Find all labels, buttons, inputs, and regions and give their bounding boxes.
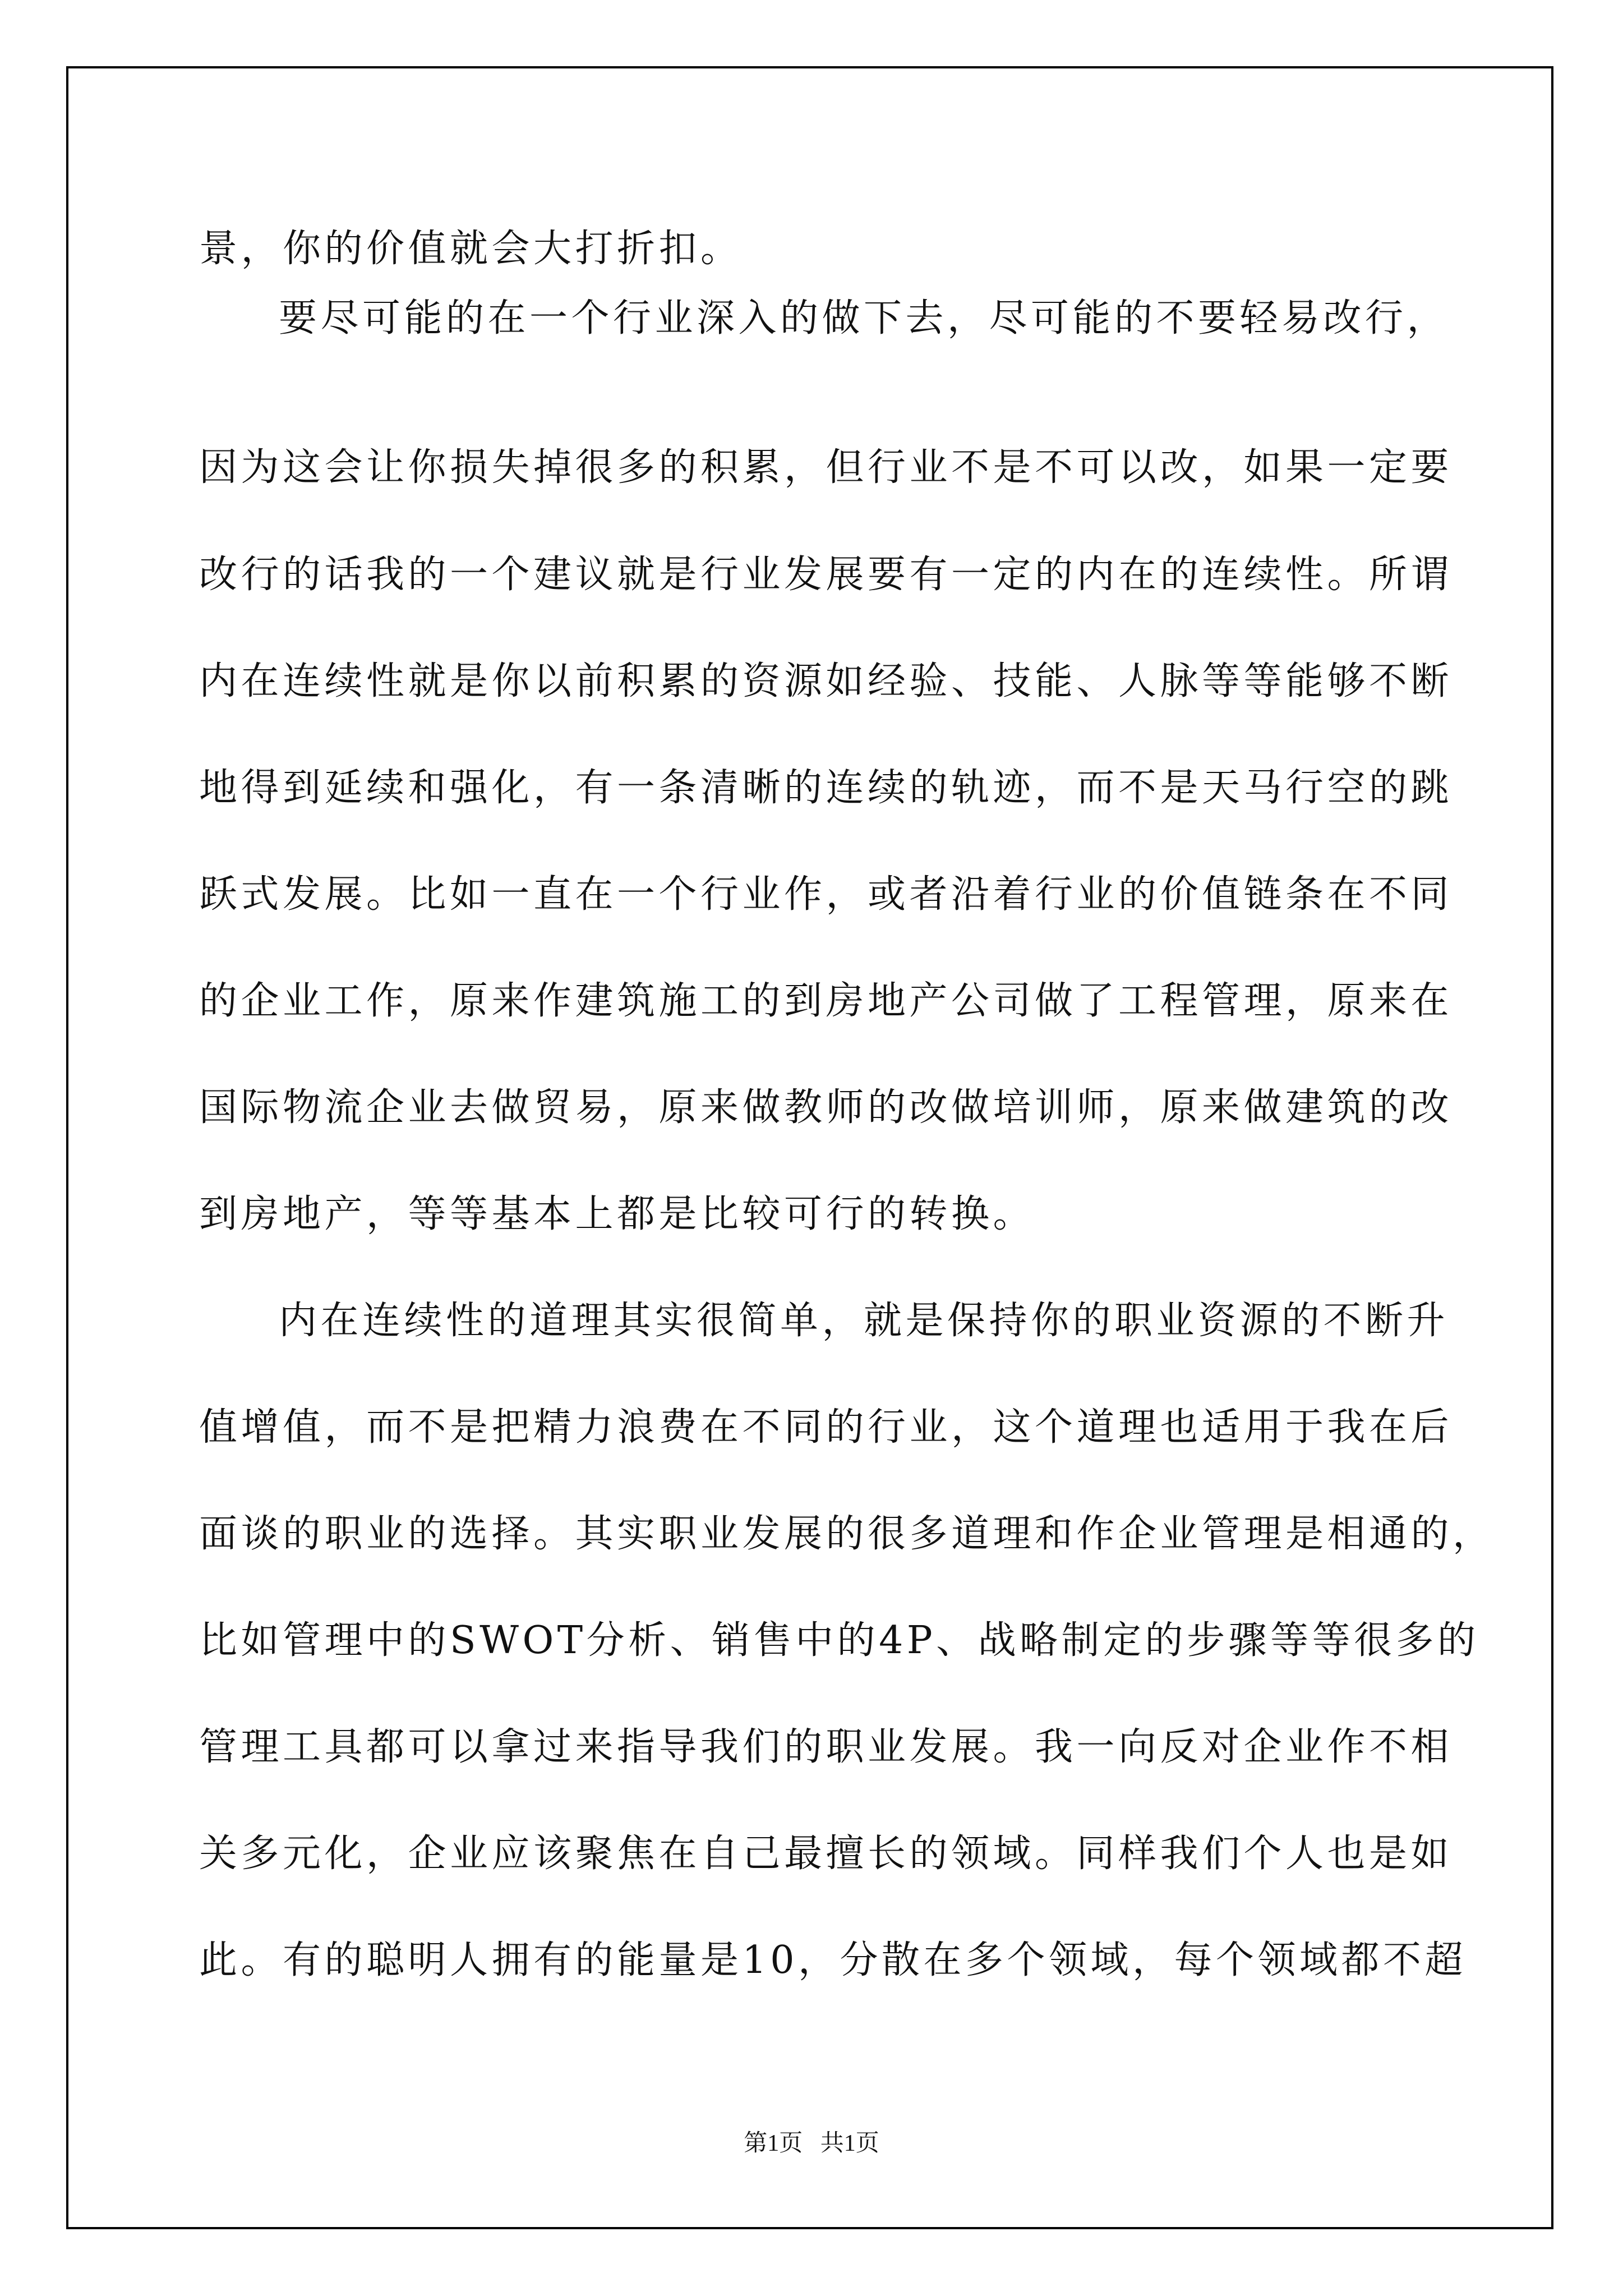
text-line: 因为这会让你损失掉很多的积累，但行业不是不可以改，如果一定要 xyxy=(199,445,1453,490)
text-line: 景，你的价值就会大打折扣。 xyxy=(199,227,743,271)
text-line: 比如管理中的SWOT分析、销售中的4P、战略制定的步骤等等很多的 xyxy=(199,1618,1479,1663)
text-line: 国际物流企业去做贸易，原来做教师的改做培训师，原来做建筑的改 xyxy=(199,1085,1453,1130)
text-line: 面谈的职业的选择。其实职业发展的很多道理和作企业管理是相通的， xyxy=(199,1512,1495,1556)
page-total: 共1页 xyxy=(820,2131,879,2156)
text-line: 的企业工作，原来作建筑施工的到房地产公司做了工程管理，原来在 xyxy=(199,979,1453,1023)
page-footer xyxy=(0,2132,1623,2155)
text-line: 到房地产，等等基本上都是比较可行的转换。 xyxy=(199,1192,1035,1236)
text-line: 跃式发展。比如一直在一个行业作，或者沿着行业的价值链条在不同 xyxy=(199,872,1453,917)
text-line: 地得到延续和强化，有一条清晰的连续的轨迹，而不是天马行空的跳 xyxy=(199,766,1453,810)
text-line: 值增值，而不是把精力浪费在不同的行业，这个道理也适用于我在后 xyxy=(199,1405,1453,1450)
page-border xyxy=(66,66,1553,2229)
text-line: 改行的话我的一个建议就是行业发展要有一定的内在的连续性。所谓 xyxy=(199,553,1453,597)
page-number: 第1页 xyxy=(744,2131,803,2156)
text-line: 内在连续性就是你以前积累的资源如经验、技能、人脉等等能够不断 xyxy=(199,659,1453,703)
text-line: 管理工具都可以拿过来指导我们的职业发展。我一向反对企业作不相 xyxy=(199,1725,1453,1769)
paragraph-start-line: 内在连续性的道理其实很简单，就是保持你的职业资源的不断升 xyxy=(279,1299,1449,1343)
text-line: 关多元化，企业应该聚焦在自己最擅长的领域。同样我们个人也是如 xyxy=(199,1832,1453,1876)
text-line: 此。有的聪明人拥有的能量是10，分散在多个领域，每个领域都不超 xyxy=(199,1938,1467,1982)
paragraph-start-line: 要尽可能的在一个行业深入的做下去，尽可能的不要轻易改行， xyxy=(279,296,1449,341)
